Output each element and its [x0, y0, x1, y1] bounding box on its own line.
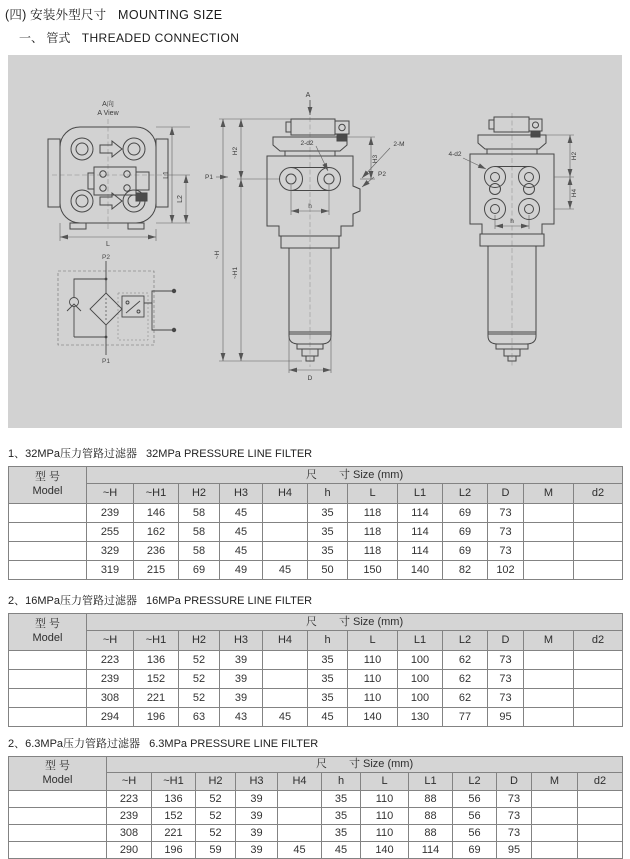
size-col-header: L	[361, 773, 409, 791]
size-cell: 52	[179, 689, 220, 708]
view-arrow-label: A	[305, 92, 311, 99]
size-table-63mpa	[8, 756, 623, 859]
page-title-prefix: (四)	[5, 8, 27, 22]
size-cell: 100	[398, 689, 443, 708]
table-title-num: 2、	[8, 738, 26, 750]
size-col-header: H3	[220, 484, 263, 504]
table-title-cn: 16MPa压力管路过滤器	[25, 595, 137, 607]
size-cell: 45	[263, 561, 308, 580]
model-cell	[9, 561, 87, 580]
model-cell	[9, 670, 87, 689]
size-col-header: H3	[220, 631, 263, 651]
size-cell: 110	[361, 791, 409, 808]
table-row	[9, 825, 623, 842]
size-cell: 114	[398, 504, 443, 523]
size-cell: 35	[308, 523, 348, 542]
size-cell: 100	[398, 670, 443, 689]
size-cell: 56	[453, 825, 497, 842]
section-subtitle	[19, 29, 630, 46]
size-col-header: ~H	[87, 631, 134, 651]
size-cell	[574, 689, 623, 708]
table-title-cn: 6.3MPa压力管路过滤器	[25, 738, 141, 750]
page-title-en: MOUNTING SIZE	[118, 8, 223, 22]
size-cell	[263, 523, 308, 542]
port-p1-front: P1	[205, 174, 213, 181]
size-cell: 73	[488, 504, 524, 523]
column-header-row	[9, 631, 623, 651]
model-header-en: Model	[32, 632, 63, 644]
size-col-header: H3	[236, 773, 278, 791]
size-cell: 35	[308, 670, 348, 689]
size-cell	[524, 542, 574, 561]
size-cell: 73	[488, 670, 524, 689]
size-col-header: M	[524, 631, 574, 651]
size-cell	[574, 561, 623, 580]
size-cell: 73	[488, 689, 524, 708]
size-cell: 73	[488, 542, 524, 561]
size-cell: 73	[497, 808, 532, 825]
model-cell	[9, 842, 107, 859]
size-cell: 221	[152, 825, 196, 842]
size-col-header: ~H1	[134, 484, 179, 504]
size-col-header: L1	[398, 484, 443, 504]
size-cell	[524, 561, 574, 580]
size-cell: 221	[134, 689, 179, 708]
size-col-header: L	[348, 484, 398, 504]
page-title	[5, 5, 630, 23]
dim-2-M: 2-M	[393, 141, 405, 148]
size-col-header: H4	[278, 773, 322, 791]
size-cell: 114	[409, 842, 453, 859]
model-cell	[9, 651, 87, 670]
size-cell: 35	[322, 808, 361, 825]
size-cell: 162	[134, 523, 179, 542]
size-header: 尺 寸 Size (mm)	[87, 614, 623, 631]
size-cell: 73	[497, 791, 532, 808]
size-cell: 69	[179, 561, 220, 580]
size-col-header: L1	[398, 631, 443, 651]
size-cell: 140	[348, 708, 398, 727]
size-cell: 69	[443, 542, 488, 561]
dim-H3: H3	[372, 154, 379, 164]
table-title-32mpa	[8, 445, 630, 461]
size-cell	[574, 504, 623, 523]
port-label-p2: P2	[102, 254, 110, 261]
subtitle-cn: 管式	[46, 31, 71, 45]
size-cell: 100	[398, 651, 443, 670]
size-cell: 294	[87, 708, 134, 727]
size-col-header: ~H	[87, 484, 134, 504]
size-cell: 152	[152, 808, 196, 825]
size-cell: 62	[443, 689, 488, 708]
size-cell: 35	[308, 689, 348, 708]
size-cell: 88	[409, 791, 453, 808]
size-cell: 152	[134, 670, 179, 689]
size-col-header: h	[322, 773, 361, 791]
model-cell	[9, 542, 87, 561]
technical-drawing	[8, 55, 622, 428]
size-cell	[574, 708, 623, 727]
dim-h-front: h	[308, 203, 312, 210]
size-cell: 114	[398, 523, 443, 542]
size-cell	[524, 651, 574, 670]
dim-L1: L1	[163, 171, 170, 179]
size-cell: 102	[488, 561, 524, 580]
size-cell: 290	[107, 842, 152, 859]
model-header	[9, 467, 87, 504]
size-col-header: M	[524, 484, 574, 504]
page-title-cn: 安装外型尺寸	[30, 8, 107, 22]
size-cell	[532, 808, 578, 825]
size-cell	[524, 523, 574, 542]
size-col-header: h	[308, 631, 348, 651]
size-cell: 130	[398, 708, 443, 727]
size-cell: 35	[308, 651, 348, 670]
model-header-cn: 型 号	[34, 471, 61, 484]
model-cell	[9, 689, 87, 708]
size-cell: 69	[453, 842, 497, 859]
size-cell: 319	[87, 561, 134, 580]
model-cell	[9, 708, 87, 727]
size-cell: 110	[348, 670, 398, 689]
size-cell: 114	[398, 542, 443, 561]
size-cell: 329	[87, 542, 134, 561]
size-cell: 88	[409, 808, 453, 825]
size-cell	[524, 504, 574, 523]
size-cell: 35	[322, 825, 361, 842]
table-row	[9, 523, 623, 542]
size-cell: 73	[497, 825, 532, 842]
size-col-header: H2	[179, 631, 220, 651]
front-view	[205, 92, 405, 382]
size-col-header: L2	[443, 631, 488, 651]
size-col-header: L2	[453, 773, 497, 791]
model-cell	[9, 808, 107, 825]
model-header-cn: 型 号	[34, 618, 61, 631]
size-cell: 43	[220, 708, 263, 727]
size-cell: 196	[152, 842, 196, 859]
size-cell: 45	[220, 504, 263, 523]
table-title-16mpa	[8, 592, 630, 608]
size-cell	[578, 825, 623, 842]
size-cell: 140	[361, 842, 409, 859]
table-row	[9, 791, 623, 808]
size-cell: 39	[220, 651, 263, 670]
table-title-63mpa	[8, 735, 630, 751]
size-cell	[263, 651, 308, 670]
size-cell	[574, 542, 623, 561]
side-view	[448, 113, 578, 367]
size-cell: 45	[278, 842, 322, 859]
size-cell: 52	[196, 825, 236, 842]
size-table-32mpa	[8, 466, 623, 580]
size-cell: 35	[308, 542, 348, 561]
size-cell: 39	[220, 670, 263, 689]
size-cell: 69	[443, 523, 488, 542]
table-title-en: 6.3MPa PRESSURE LINE FILTER	[149, 738, 319, 750]
model-header-en: Model	[32, 485, 63, 497]
size-cell: 136	[152, 791, 196, 808]
size-cell	[263, 504, 308, 523]
size-cell	[574, 670, 623, 689]
port-p2-front: P2	[378, 171, 386, 178]
size-cell: 136	[134, 651, 179, 670]
size-col-header: ~H	[107, 773, 152, 791]
size-header: 尺 寸 Size (mm)	[87, 467, 623, 484]
size-col-header: L	[348, 631, 398, 651]
size-cell: 196	[134, 708, 179, 727]
size-cell	[574, 523, 623, 542]
model-cell	[9, 825, 107, 842]
size-col-header: H4	[263, 484, 308, 504]
dim-L: L	[106, 241, 110, 248]
table-row	[9, 708, 623, 727]
size-cell: 82	[443, 561, 488, 580]
size-cell: 62	[443, 651, 488, 670]
size-cell: 73	[488, 523, 524, 542]
size-col-header: ~H1	[134, 631, 179, 651]
size-cell: 95	[497, 842, 532, 859]
dim-h-side: h	[510, 218, 514, 225]
table-row	[9, 542, 623, 561]
model-cell	[9, 504, 87, 523]
size-col-header: H4	[263, 631, 308, 651]
port-label-p1: P1	[102, 358, 110, 365]
size-cell: 39	[236, 791, 278, 808]
size-col-header: d2	[578, 773, 623, 791]
size-cell: 118	[348, 523, 398, 542]
size-cell: 58	[179, 504, 220, 523]
size-cell	[278, 808, 322, 825]
size-cell	[263, 542, 308, 561]
table-title-num: 2、	[8, 595, 26, 607]
subtitle-prefix: 一、	[19, 31, 44, 45]
size-col-header: h	[308, 484, 348, 504]
size-cell: 52	[196, 791, 236, 808]
size-cell: 140	[398, 561, 443, 580]
size-cell: 146	[134, 504, 179, 523]
size-col-header: L1	[409, 773, 453, 791]
drawing-panel	[8, 55, 622, 428]
size-cell: 58	[179, 523, 220, 542]
table-title-cn: 32MPa压力管路过滤器	[25, 448, 137, 460]
size-cell: 95	[488, 708, 524, 727]
size-cell	[532, 842, 578, 859]
size-cell: 223	[107, 791, 152, 808]
table-row	[9, 842, 623, 859]
a-view-label-cn: A向	[102, 101, 114, 108]
size-cell: 45	[308, 708, 348, 727]
model-cell	[9, 791, 107, 808]
size-cell: 110	[348, 651, 398, 670]
size-cell: 73	[488, 651, 524, 670]
size-cell: 308	[87, 689, 134, 708]
a-view-label-en: A View	[97, 110, 119, 117]
size-cell: 239	[107, 808, 152, 825]
size-col-header: L2	[443, 484, 488, 504]
size-cell	[578, 808, 623, 825]
size-cell: 45	[263, 708, 308, 727]
size-header: 尺 寸 Size (mm)	[107, 757, 623, 773]
size-cell: 56	[453, 791, 497, 808]
size-cell: 35	[308, 504, 348, 523]
size-col-header: d2	[574, 484, 623, 504]
dim-H: ~H	[214, 250, 221, 260]
size-col-header: M	[532, 773, 578, 791]
size-cell: 110	[348, 689, 398, 708]
table-row	[9, 670, 623, 689]
size-cell: 150	[348, 561, 398, 580]
size-col-header: ~H1	[152, 773, 196, 791]
size-cell: 118	[348, 504, 398, 523]
model-header-cn: 型 号	[44, 759, 71, 772]
size-col-header: H2	[196, 773, 236, 791]
circuit-symbol	[58, 254, 176, 365]
size-cell: 39	[236, 842, 278, 859]
size-cell: 77	[443, 708, 488, 727]
size-cell: 45	[220, 542, 263, 561]
size-cell: 110	[361, 825, 409, 842]
size-col-header: d2	[574, 631, 623, 651]
size-col-header: H2	[179, 484, 220, 504]
model-cell	[9, 523, 87, 542]
size-cell: 52	[179, 651, 220, 670]
size-cell	[263, 670, 308, 689]
model-header-en: Model	[42, 773, 73, 786]
size-cell: 49	[220, 561, 263, 580]
size-cell: 58	[179, 542, 220, 561]
size-cell: 118	[348, 542, 398, 561]
size-cell: 69	[443, 504, 488, 523]
size-cell: 215	[134, 561, 179, 580]
size-cell: 45	[220, 523, 263, 542]
subtitle-en: THREADED CONNECTION	[81, 31, 240, 45]
dim-4-d2: 4-d2	[448, 151, 462, 158]
size-cell	[574, 651, 623, 670]
size-cell	[578, 791, 623, 808]
size-cell: 308	[107, 825, 152, 842]
size-cell: 39	[220, 689, 263, 708]
table-row	[9, 561, 623, 580]
size-cell: 52	[179, 670, 220, 689]
size-cell	[524, 670, 574, 689]
table-title-en: 32MPa PRESSURE LINE FILTER	[146, 448, 313, 460]
size-cell	[532, 791, 578, 808]
model-header	[9, 757, 107, 791]
size-cell: 45	[322, 842, 361, 859]
size-cell: 239	[87, 670, 134, 689]
size-cell	[278, 791, 322, 808]
size-cell: 88	[409, 825, 453, 842]
size-cell: 56	[453, 808, 497, 825]
size-cell	[524, 689, 574, 708]
dim-L2: L2	[177, 195, 184, 203]
column-header-row	[9, 484, 623, 504]
size-col-header: D	[488, 484, 524, 504]
size-cell: 110	[361, 808, 409, 825]
table-row	[9, 651, 623, 670]
size-cell	[524, 708, 574, 727]
size-col-header: D	[497, 773, 532, 791]
dim-H1: ~H1	[232, 266, 239, 280]
size-cell: 63	[179, 708, 220, 727]
dim-D: D	[307, 375, 313, 382]
dim-H2: H2	[232, 146, 239, 156]
size-cell: 62	[443, 670, 488, 689]
size-cell: 39	[236, 808, 278, 825]
size-cell: 223	[87, 651, 134, 670]
dim-H2-side: H2	[571, 151, 578, 161]
dim-H4: H4	[571, 188, 578, 198]
size-cell: 39	[236, 825, 278, 842]
size-table-16mpa	[8, 613, 623, 727]
size-cell: 255	[87, 523, 134, 542]
table-title-num: 1、	[8, 448, 26, 460]
size-cell: 50	[308, 561, 348, 580]
size-cell	[263, 689, 308, 708]
size-cell: 35	[322, 791, 361, 808]
model-header	[9, 614, 87, 651]
size-cell: 236	[134, 542, 179, 561]
dim-2-d2: 2-d2	[300, 140, 314, 147]
size-cell: 59	[196, 842, 236, 859]
size-col-header: D	[488, 631, 524, 651]
size-cell	[578, 842, 623, 859]
size-cell	[532, 825, 578, 842]
size-cell: 239	[87, 504, 134, 523]
top-view	[48, 99, 190, 248]
table-row	[9, 504, 623, 523]
table-row	[9, 808, 623, 825]
table-row	[9, 689, 623, 708]
table-title-en: 16MPa PRESSURE LINE FILTER	[146, 595, 313, 607]
size-cell	[278, 825, 322, 842]
size-cell: 52	[196, 808, 236, 825]
